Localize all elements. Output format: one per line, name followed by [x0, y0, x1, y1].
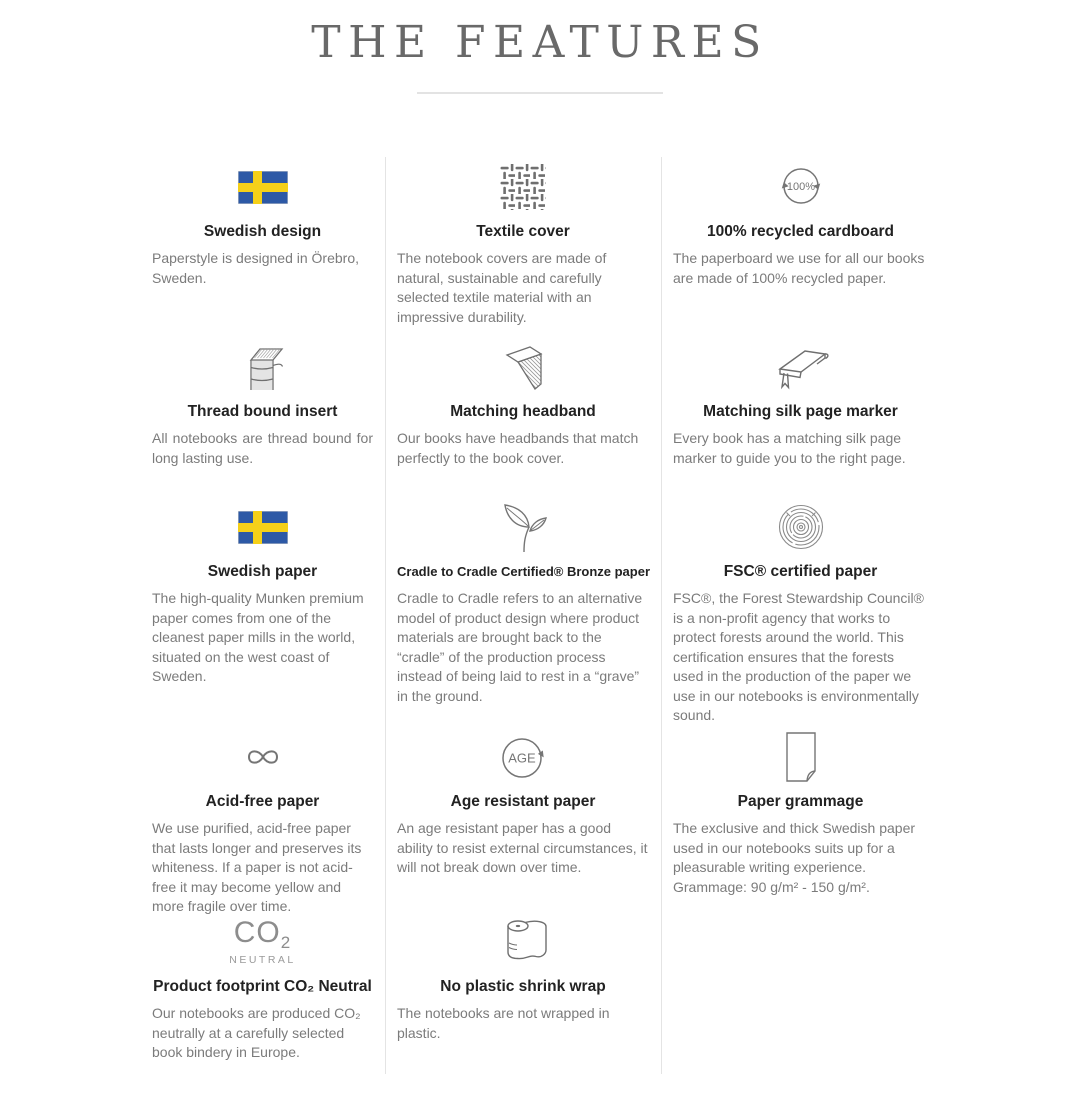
- feature-description: The notebooks are not wrapped in plastic.: [397, 1005, 610, 1041]
- swedish-flag-icon: [152, 501, 373, 553]
- silk-page-marker-icon: [673, 341, 928, 393]
- title-divider: [417, 92, 663, 94]
- plastic-roll-icon: [397, 916, 649, 968]
- feature-description: All notebooks are thread bound for long lasting use.: [152, 430, 373, 466]
- feature-card-no-plastic: [385, 910, 661, 1080]
- co2-text: CO: [233, 916, 281, 950]
- feature-title: Acid-free paper: [205, 793, 320, 810]
- feature-title: Paper grammage: [737, 793, 864, 810]
- feature-card-acid-free: [140, 725, 385, 914]
- feature-title: Thread bound insert: [187, 403, 338, 420]
- co2-subscript: 2: [280, 933, 292, 953]
- textile-weave-icon: [397, 161, 649, 213]
- column-divider-left: [385, 157, 386, 1074]
- feature-description: The high-quality Munken premium paper comes from one of the cleanest paper mills in the world, situated on the west coast of Sweden.: [152, 590, 364, 684]
- feature-card-fsc-certified: [661, 495, 940, 725]
- feature-card-matching-headband: [385, 335, 661, 495]
- feature-card-paper-grammage: [661, 725, 940, 910]
- feature-card-recycled-cardboard: [661, 155, 940, 335]
- feature-card-swedish-paper: [140, 495, 385, 725]
- feature-title: Cradle to Cradle Certified® Bronze paper: [397, 564, 651, 579]
- feature-description: Every book has a matching silk page marker to guide you to the right page.: [673, 430, 906, 466]
- feature-title: Matching silk page marker: [703, 403, 898, 420]
- feature-title: Product footprint CO₂ Neutral: [153, 978, 372, 995]
- feature-card-swedish-design: [140, 155, 385, 335]
- feature-card-age-resistant: [385, 725, 661, 910]
- feature-card-co2-neutral: [140, 910, 385, 1080]
- feature-title: FSC® certified paper: [723, 563, 878, 580]
- leaf-sprout-icon: [397, 501, 649, 553]
- svg-text:100%: 100%: [786, 181, 815, 193]
- feature-title: Swedish design: [203, 223, 322, 240]
- feature-title: Textile cover: [476, 223, 570, 240]
- page-title: THE FEATURES: [311, 17, 769, 68]
- paper-sheet-icon: [673, 731, 928, 783]
- feature-description: We use purified, acid-free paper that lasts longer and preserves its whiteness. If a paper is not acid-free it may become yellow and more fragile over time.: [152, 820, 362, 914]
- thread-bound-icon: [152, 341, 373, 393]
- feature-title: Matching headband: [450, 403, 596, 420]
- tree-rings-icon: [673, 501, 928, 553]
- feature-card-thread-bound: [140, 335, 385, 495]
- feature-description: Our books have headbands that match perfectly to the book cover.: [397, 430, 639, 466]
- neutral-text: NEUTRAL: [229, 954, 296, 967]
- feature-title: 100% recycled cardboard: [707, 223, 894, 240]
- feature-description: The paperboard we use for all our books are made of 100% recycled paper.: [673, 250, 925, 286]
- svg-text:AGE: AGE: [508, 750, 536, 766]
- headband-icon: [397, 341, 649, 393]
- feature-card-cradle-to-cradle: [385, 495, 661, 725]
- features-grid: [140, 155, 940, 1080]
- co2-neutral-icon: [152, 916, 373, 968]
- column-divider-right: [661, 157, 662, 1074]
- feature-description: The exclusive and thick Swedish paper used in our notebooks suits up for a pleasurable writing experience. Grammage: 90 g/m² - 150 g/m².: [673, 820, 916, 895]
- feature-description: The notebook covers are made of natural, sustainable and carefully selected textile material with an impressive durability.: [397, 250, 607, 325]
- feature-description: Paperstyle is designed in Örebro, Sweden.: [152, 250, 359, 286]
- age-circle-icon: [397, 731, 649, 783]
- feature-title: No plastic shrink wrap: [440, 978, 606, 995]
- feature-card-textile-cover: [385, 155, 661, 335]
- feature-title: Age resistant paper: [450, 793, 596, 810]
- feature-description: An age resistant paper has a good ability to resist external circumstances, it will not break down over time.: [397, 820, 648, 875]
- swedish-flag-icon: [152, 161, 373, 213]
- feature-description: FSC®, the Forest Stewardship Council® is a non-profit agency that works to protect forests around the world. This certification ensures that the forests used in the production of the paper we use in our notebooks is environmentally sound.: [673, 590, 924, 723]
- infinity-icon: [152, 731, 373, 783]
- feature-description: Cradle to Cradle refers to an alternative model of product design where product materials are brought back to the “cradle” of the production process instead of being laid to rest in a “grave” in the ground.: [397, 590, 643, 704]
- feature-description: Our notebooks are produced CO₂ neutrally at a carefully selected book bindery in Europe.: [152, 1005, 361, 1060]
- feature-card-silk-page-marker: [661, 335, 940, 495]
- recycled-100-icon: [673, 161, 928, 213]
- feature-title: Swedish paper: [207, 563, 318, 580]
